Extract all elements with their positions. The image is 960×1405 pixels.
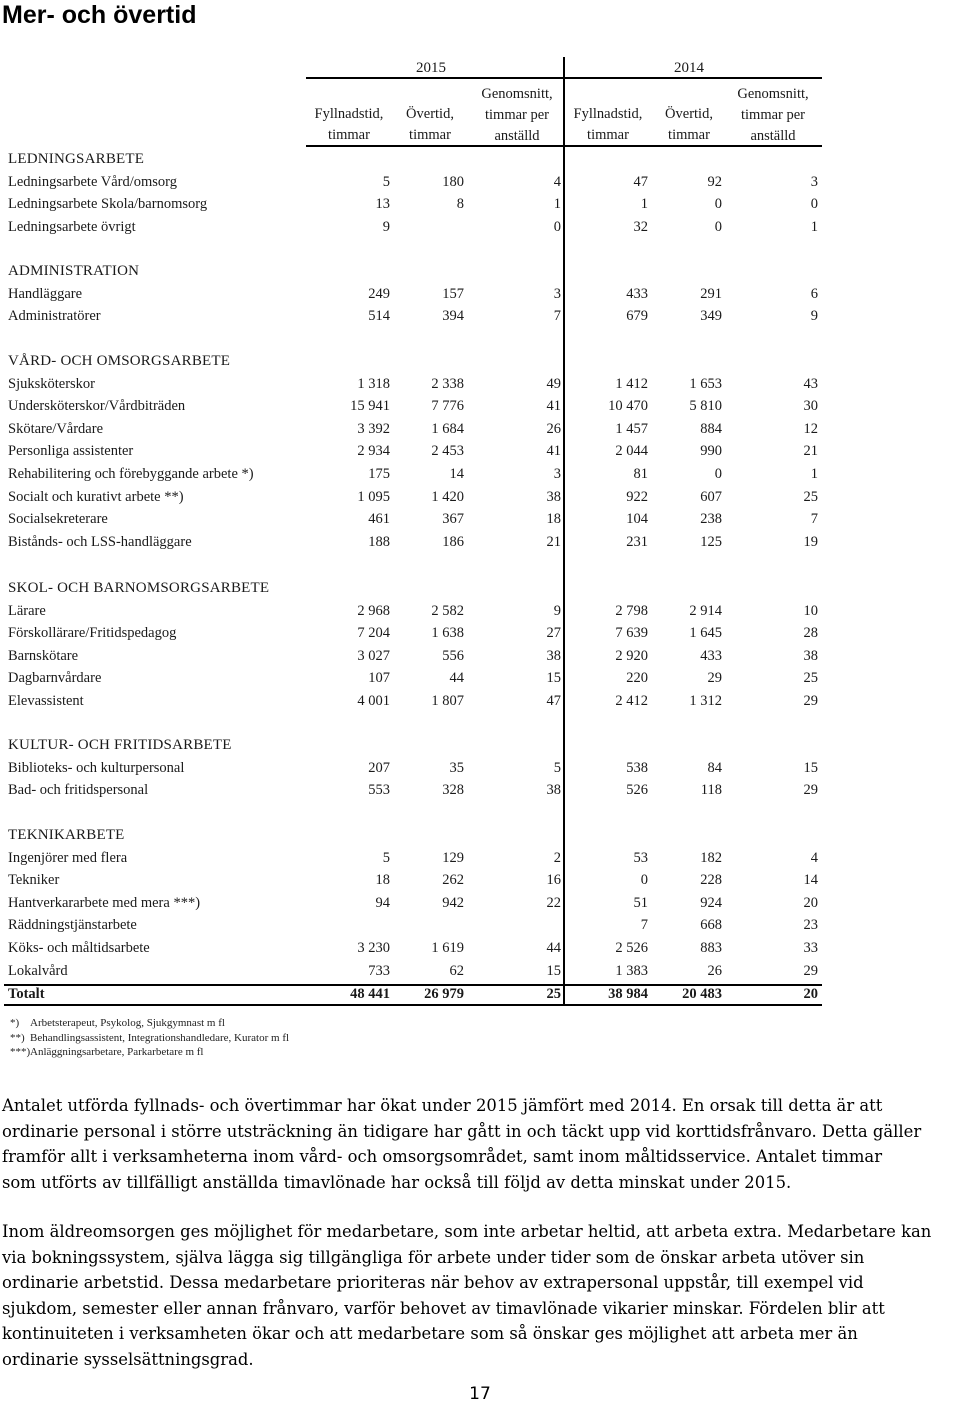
table-cell: 526 (626, 782, 648, 799)
table-cell: 14 (449, 465, 464, 482)
row-label: Köks- och måltidsarbete (8, 939, 150, 956)
row-label: Förskollärare/Fritidspedagog (8, 625, 177, 642)
table-cell: 2 (553, 849, 561, 866)
table-cell: 538 (626, 759, 648, 776)
table-cell: 47 (546, 692, 561, 709)
table-cell: 15 (546, 962, 561, 979)
column-header: timmar per (484, 107, 550, 123)
row-label: Räddningstjänstarbete (8, 917, 137, 934)
table-cell: 2 412 (615, 692, 648, 709)
table-cell: 1 312 (689, 692, 722, 709)
table-cell: 7 (553, 308, 561, 325)
table-cell: 38 (546, 782, 561, 799)
table-cell: 207 (368, 759, 390, 776)
paragraph-line: kontinuiteten i verksamheten ökar och att medarbetare som så önskar ges möjlighet att arbeta mer än (2, 1324, 858, 1343)
table-cell: 44 (546, 939, 561, 956)
page-title: Mer- och övertid (2, 1, 197, 29)
table-cell: 41 (546, 398, 561, 415)
table-cell: 9 (382, 218, 390, 235)
table-cell: 228 (700, 872, 722, 889)
table-cell: 129 (442, 849, 464, 866)
table-cell: 2 920 (615, 647, 648, 664)
table-cell: 1 (810, 465, 818, 482)
section-heading: ADMINISTRATION (8, 263, 140, 279)
table-cell: 1 (640, 196, 648, 213)
table-cell: 7 (810, 511, 818, 528)
table-cell: 9 (553, 602, 561, 619)
table-cell: 679 (626, 308, 648, 325)
table-cell: 0 (810, 196, 818, 213)
total-cell: 26 979 (424, 986, 464, 1002)
table-cell: 28 (803, 625, 818, 642)
table-cell: 367 (442, 511, 464, 528)
table-cell: 175 (368, 465, 390, 482)
table-cell: 2 934 (357, 443, 390, 460)
table-cell: 2 798 (615, 602, 648, 619)
table-cell: 22 (546, 894, 561, 911)
column-header: Övertid, (665, 106, 713, 122)
total-cell: 38 984 (608, 986, 648, 1002)
table-cell: 2 526 (615, 939, 648, 956)
row-label: Rehabilitering och förebyggande arbete *) (8, 465, 254, 482)
row-label: Elevassistent (8, 692, 84, 709)
table-cell: 1 420 (431, 488, 464, 505)
table-cell: 21 (546, 533, 561, 550)
paragraph-line: ordinarie personal i större utsträckning än tidigare har gått in och täckt upp vid korttidsfrånvaro. Detta gäller (2, 1121, 922, 1141)
table-cell: 1 684 (431, 420, 464, 437)
paragraph-1 (2, 1093, 960, 1195)
table-cell: 556 (442, 647, 464, 664)
paragraph-line: sjukdom, semester eller annan frånvaro, varför behovet av timavlönade vikarier minskar. Fördelen blir att (2, 1298, 885, 1318)
table-cell: 942 (442, 894, 464, 911)
row-label: Ingenjörer med flera (8, 849, 128, 866)
footnote-text: Anläggningsarbetare, Parkarbetare m fl (30, 1046, 204, 1058)
total-label: Totalt (8, 986, 45, 1002)
column-header: timmar (587, 127, 629, 143)
paragraph-line: ordinarie arbetstid. Dessa medarbetare prioriteras när behov av extrapersonal uppstår, till exempel vid (2, 1273, 864, 1292)
table-cell: 9 (810, 308, 818, 325)
table-cell: 0 (714, 196, 722, 213)
column-header: timmar per (740, 107, 806, 123)
table-cell: 884 (700, 420, 722, 437)
table-cell: 1 645 (689, 625, 722, 642)
year-header: 2015 (416, 60, 446, 76)
table-cell: 924 (700, 894, 722, 911)
table-cell: 990 (700, 443, 722, 460)
section-heading: VÅRD- OCH OMSORGSARBETE (8, 353, 231, 369)
row-label: Lokalvård (8, 962, 68, 979)
table-cell: 2 582 (431, 602, 464, 619)
table-cell: 3 (810, 173, 818, 190)
table-cell: 25 (803, 670, 818, 687)
table-cell: 328 (442, 782, 464, 799)
row-label: Ledningsarbete Vård/omsorg (8, 173, 177, 190)
table-cell: 5 (382, 173, 390, 190)
table-cell: 84 (707, 759, 722, 776)
table-cell: 180 (442, 173, 464, 190)
table-cell: 38 (546, 647, 561, 664)
table-cell: 13 (375, 196, 390, 213)
paragraph-line: via bokningssystem, själva lägga sig tillgängliga för arbete under tider som de önskar arbeta utöver sin (2, 1247, 865, 1267)
table-cell: 32 (633, 218, 648, 235)
table-cell: 104 (626, 511, 648, 528)
table-cell: 1 095 (357, 488, 390, 505)
table-cell: 10 (803, 602, 818, 619)
table-cell: 1 318 (357, 375, 390, 392)
table-cell: 0 (640, 872, 648, 889)
section-heading: TEKNIKARBETE (8, 827, 125, 843)
table-cell: 1 (553, 196, 561, 213)
total-cell: 25 (546, 986, 561, 1002)
table-cell: 182 (700, 849, 722, 866)
table-cell: 8 (456, 196, 464, 213)
column-header: Övertid, (406, 106, 454, 122)
table-cell: 433 (700, 647, 722, 664)
table-cell: 81 (633, 465, 648, 482)
table-cell: 27 (546, 625, 561, 642)
table-cell: 3 230 (357, 939, 390, 956)
table-cell: 553 (368, 782, 390, 799)
table-cell: 249 (368, 285, 390, 302)
table-cell: 3 027 (357, 647, 390, 664)
table-cell: 188 (368, 533, 390, 550)
total-cell: 20 483 (682, 986, 722, 1002)
table-cell: 38 (546, 488, 561, 505)
column-header: anställd (750, 128, 796, 144)
table-cell: 4 (553, 173, 561, 190)
table-cell: 1 457 (615, 420, 648, 437)
row-label: Sjuksköterskor (8, 375, 95, 392)
total-cell: 20 (803, 986, 818, 1002)
table-cell: 668 (700, 917, 722, 934)
year-header: 2014 (674, 60, 704, 76)
row-label: Administratörer (8, 308, 101, 325)
table-cell: 1 (810, 218, 818, 235)
table-cell: 47 (633, 173, 648, 190)
page-number: 17 (469, 1384, 491, 1404)
table-cell: 220 (626, 670, 648, 687)
column-header: Fyllnadstid, (314, 106, 384, 122)
paragraph-2 (2, 1219, 960, 1372)
row-label: Bad- och fritidspersonal (8, 782, 149, 799)
row-label: Undersköterskor/Vårdbiträden (8, 398, 186, 415)
table-cell: 118 (700, 782, 722, 799)
column-header: Genomsnitt, (737, 86, 809, 102)
row-label: Dagbarnvårdare (8, 670, 102, 687)
row-label: Skötare/Vårdare (8, 420, 104, 437)
table-cell: 394 (442, 308, 464, 325)
table-cell: 29 (707, 670, 722, 687)
table-cell: 3 (553, 285, 561, 302)
table-cell: 18 (375, 872, 390, 889)
table-cell: 291 (700, 285, 722, 302)
table-cell: 349 (700, 308, 722, 325)
table-cell: 7 204 (357, 625, 390, 642)
table-cell: 26 (707, 962, 722, 979)
table-cell: 3 (553, 465, 561, 482)
total-bottom-rule (4, 1004, 822, 1006)
table-cell: 0 (714, 465, 722, 482)
table-cell: 49 (546, 375, 561, 392)
table-cell: 10 470 (608, 398, 648, 415)
table-cell: 922 (626, 488, 648, 505)
table-cell: 25 (803, 488, 818, 505)
row-label: Socialt och kurativt arbete **) (8, 488, 184, 505)
table-cell: 1 383 (615, 962, 648, 979)
table-cell: 43 (803, 375, 818, 392)
table-cell: 1 653 (689, 375, 722, 392)
row-label: Personliga assistenter (8, 443, 134, 460)
table-cell: 514 (368, 308, 390, 325)
table-cell: 1 638 (431, 625, 464, 642)
table-cell: 30 (803, 398, 818, 415)
table-cell: 433 (626, 285, 648, 302)
column-header: timmar (328, 127, 370, 143)
table-cell: 15 (546, 670, 561, 687)
footnote-mark: *) (10, 1017, 20, 1029)
table-cell: 5 810 (689, 398, 722, 415)
table-cell: 2 968 (357, 602, 390, 619)
table-cell: 1 619 (431, 939, 464, 956)
section-heading: LEDNINGSARBETE (8, 151, 145, 167)
table-cell: 262 (442, 872, 464, 889)
table-cell: 7 639 (615, 625, 648, 642)
table-cell: 23 (803, 917, 818, 934)
table-cell: 2 338 (431, 375, 464, 392)
table-cell: 6 (810, 285, 818, 302)
table-cell: 92 (707, 173, 722, 190)
footnote-mark: **) (10, 1031, 25, 1044)
table-cell: 51 (633, 894, 648, 911)
table-cell: 53 (633, 849, 648, 866)
table-cell: 62 (449, 962, 464, 979)
row-label: Tekniker (8, 872, 60, 889)
table-cell: 3 392 (357, 420, 390, 437)
footnote-text: Arbetsterapeut, Psykolog, Sjukgymnast m fl (30, 1017, 225, 1029)
paragraph-line: ordinarie sysselsättningsgrad. (2, 1349, 254, 1369)
table-cell: 7 (640, 917, 648, 934)
row-label: Barnskötare (8, 647, 79, 664)
row-label: Handläggare (8, 285, 83, 302)
table-cell: 35 (449, 759, 464, 776)
column-header: Fyllnadstid, (573, 106, 643, 122)
section-heading: KULTUR- OCH FRITIDSARBETE (8, 737, 232, 753)
table-cell: 107 (368, 670, 390, 687)
table-cell: 29 (803, 962, 818, 979)
table-cell: 29 (803, 782, 818, 799)
table-cell: 607 (700, 488, 722, 505)
section-heading: SKOL- OCH BARNOMSORGSARBETE (8, 580, 270, 596)
table-cell: 15 941 (350, 398, 390, 415)
footnote-mark: ***) (10, 1046, 31, 1058)
row-label: Hantverkararbete med mera ***) (8, 894, 201, 911)
paragraph-line: Inom äldreomsorgen ges möjlighet för medarbetare, som inte arbetar heltid, att arbeta extra. Medarbetare kan (2, 1222, 932, 1241)
table-cell: 14 (803, 872, 818, 889)
row-label: Bistånds- och LSS-handläggare (8, 533, 192, 550)
table-cell: 20 (803, 894, 818, 911)
table-cell: 0 (553, 218, 561, 235)
table-cell: 1 412 (615, 375, 648, 392)
row-label: Ledningsarbete Skola/barnomsorg (8, 196, 208, 213)
table-cell: 21 (803, 443, 818, 460)
table-cell: 2 453 (431, 443, 464, 460)
column-header: timmar (668, 127, 710, 143)
table-cell: 186 (442, 533, 464, 550)
table-cell: 2 044 (615, 443, 648, 460)
table-cell: 733 (368, 962, 390, 979)
paragraph-line: Antalet utförda fyllnads- och övertimmar har ökat under 2015 jämfört med 2014. En orsak till detta är att (2, 1096, 883, 1115)
table-cell: 5 (553, 759, 561, 776)
table-cell: 94 (375, 894, 390, 911)
paragraph-line: framför allt i verksamheterna inom vård- och omsorgsområdet, samt inom måltidsservice. Antalet timmar (2, 1147, 883, 1166)
footnote-text: Behandlingsassistent, Integrationshandledare, Kurator m fl (30, 1031, 290, 1044)
paragraph-line: som utförts av tillfälligt anställda timavlönade har också till följd av detta minskat under 2015. (2, 1172, 792, 1192)
table-cell: 29 (803, 692, 818, 709)
row-label: Socialsekreterare (8, 511, 108, 528)
table-cell: 7 776 (431, 398, 464, 415)
table-cell: 5 (382, 849, 390, 866)
table-cell: 18 (546, 511, 561, 528)
table-cell: 4 (810, 849, 818, 866)
column-header: timmar (409, 127, 451, 143)
table-cell: 883 (700, 939, 722, 956)
table-cell: 238 (700, 511, 722, 528)
table-cell: 38 (803, 647, 818, 664)
table-cell: 157 (442, 285, 464, 302)
row-label: Ledningsarbete övrigt (8, 218, 136, 235)
table-cell: 12 (803, 420, 818, 437)
table-cell: 461 (368, 511, 390, 528)
table-cell: 33 (803, 939, 818, 956)
table-cell: 1 807 (431, 692, 464, 709)
row-label: Biblioteks- och kulturpersonal (8, 759, 185, 776)
table-cell: 26 (546, 420, 561, 437)
table-cell: 4 001 (357, 692, 390, 709)
row-label: Lärare (8, 602, 46, 619)
table-cell: 0 (714, 218, 722, 235)
table-cell: 2 914 (689, 602, 722, 619)
table-cell: 231 (626, 533, 648, 550)
table-cell: 41 (546, 443, 561, 460)
column-header: anställd (494, 128, 540, 144)
total-cell: 48 441 (350, 986, 390, 1002)
table-cell: 19 (803, 533, 818, 550)
column-header: Genomsnitt, (481, 86, 553, 102)
table-cell: 16 (546, 872, 561, 889)
table-cell: 15 (803, 759, 818, 776)
table-cell: 44 (449, 670, 464, 687)
table-cell: 125 (700, 533, 722, 550)
